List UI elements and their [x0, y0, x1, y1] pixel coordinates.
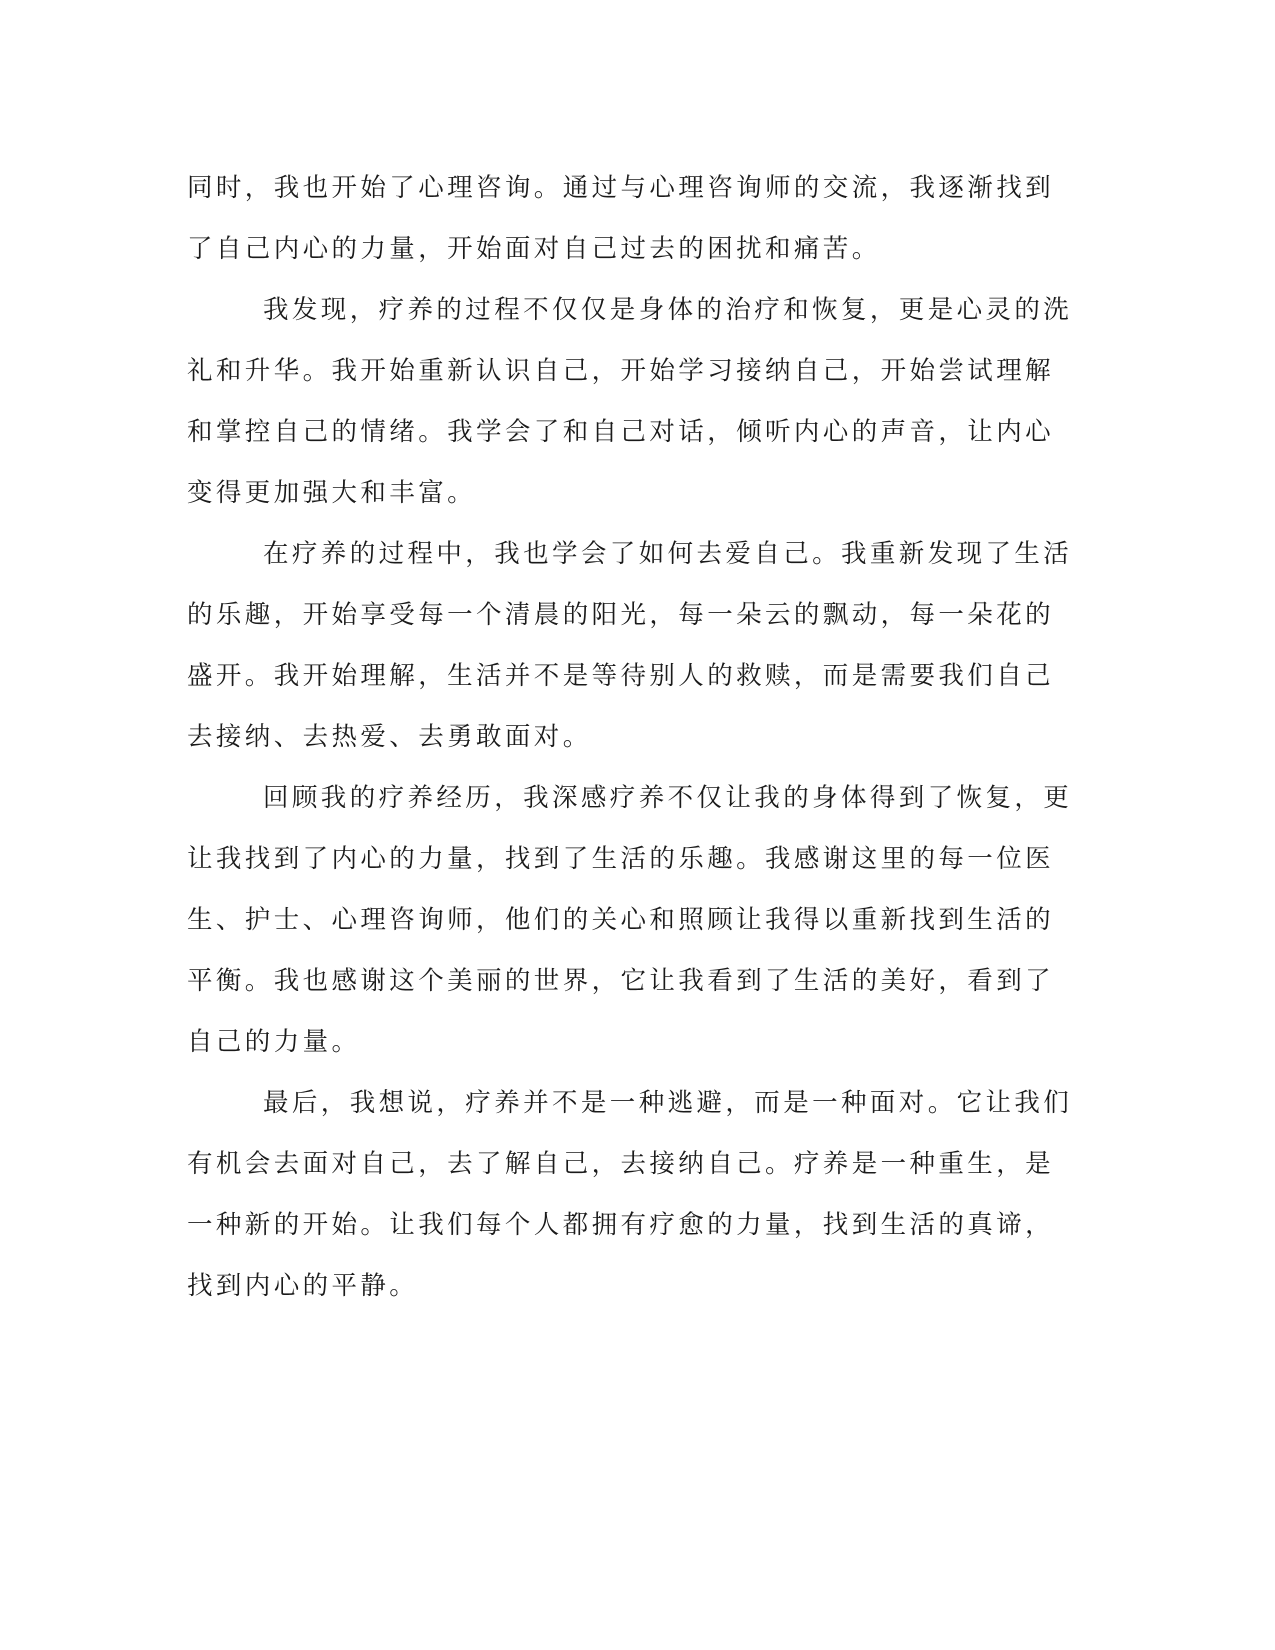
text-line: 去接纳、去热爱、去勇敢面对。	[187, 722, 592, 752]
body-text	[187, 158, 1082, 1317]
paragraph	[187, 524, 1082, 768]
text-line: 最后，我想说，疗养并不是一种逃避，而是一种面对。它让我们	[263, 1088, 1073, 1118]
text-line: 同时，我也开始了心理咨询。通过与心理咨询师的交流，我逐渐找到	[187, 173, 1055, 203]
text-line: 有机会去面对自己，去了解自己，去接纳自己。疗养是一种重生，是	[187, 1149, 1055, 1179]
text-line: 自己的力量。	[187, 1027, 361, 1057]
text-line: 回顾我的疗养经历，我深感疗养不仅让我的身体得到了恢复，更	[263, 783, 1073, 813]
text-line: 我发现，疗养的过程不仅仅是身体的治疗和恢复，更是心灵的洗	[263, 295, 1073, 325]
text-line: 生、护士、心理咨询师，他们的关心和照顾让我得以重新找到生活的	[187, 905, 1055, 935]
text-line: 礼和升华。我开始重新认识自己，开始学习接纳自己，开始尝试理解	[187, 356, 1055, 386]
text-line: 盛开。我开始理解，生活并不是等待别人的救赎，而是需要我们自己	[187, 661, 1055, 691]
paragraph	[187, 280, 1082, 524]
paragraph	[187, 1073, 1082, 1317]
text-line: 在疗养的过程中，我也学会了如何去爱自己。我重新发现了生活	[263, 539, 1073, 569]
text-line: 一种新的开始。让我们每个人都拥有疗愈的力量，找到生活的真谛，	[187, 1210, 1055, 1240]
text-line: 变得更加强大和丰富。	[187, 478, 477, 508]
text-line: 和掌控自己的情绪。我学会了和自己对话，倾听内心的声音，让内心	[187, 417, 1055, 447]
text-line: 的乐趣，开始享受每一个清晨的阳光，每一朵云的飘动，每一朵花的	[187, 600, 1055, 630]
text-line: 找到内心的平静。	[187, 1271, 419, 1301]
text-line: 平衡。我也感谢这个美丽的世界，它让我看到了生活的美好，看到了	[187, 966, 1055, 996]
paragraph	[187, 768, 1082, 1073]
paragraph	[187, 158, 1082, 280]
text-line: 了自己内心的力量，开始面对自己过去的困扰和痛苦。	[187, 234, 881, 264]
text-line: 让我找到了内心的力量，找到了生活的乐趣。我感谢这里的每一位医	[187, 844, 1055, 874]
